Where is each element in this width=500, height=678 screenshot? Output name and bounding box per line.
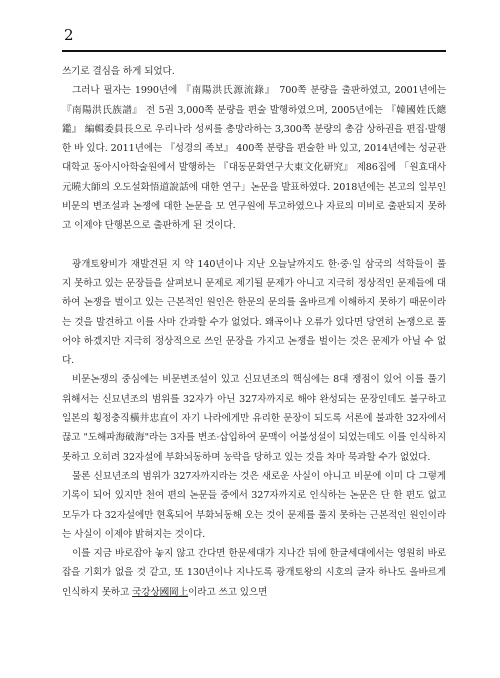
paragraph — [62, 544, 446, 602]
underlined-term: 국강상國岡上 — [132, 586, 189, 598]
body-text — [62, 62, 446, 602]
paragraph: 그러나 필자는 1990년에 『南陽洪氏源流錄』 700쪽 분량을 출판하였고, 2001년에는 『南陽洪氏族譜』 전 5권 3,000쪽 분량을 편술 발행하였으며, 2005년에는 『韓國姓氏總鑑』 編輯委員長으로 우리나라 성씨를 총망라하는 3,300쪽 분량의 총감 상하권을 편집·발행한 바 있다. 2011년에는 『성경의 족보』 400쪽 분량을 편술한 바 있고, 2014년에는 성균관대학교 동아시아학술원에서 발행하는 『대동문화연구大東文化研究』 제86집에 「원효대사元曉大師의 오도설화悟道說話에 대한 연구」논문을 발표하였다. 2018년에는 본고의 일부인 비문의 변조설과 논쟁에 대한 논문을 모 연구원에 투고하였으나 자료의 미비로 출판되지 못하고 이제야 단행본으로 출판하게 된 것이다. — [62, 85, 446, 232]
paragraph: 쓰기로 결심을 하게 되었다. — [62, 66, 175, 77]
header-rule — [62, 50, 446, 52]
paragraph: 광개토왕비가 재발견된 지 약 140년이나 지난 오늘날까지도 한·중·일 삼국의 석학들이 풀지 못하고 있는 문장들을 살펴보니 문제로 제기될 문제가 아니고 지극히 정상적인 문제들에 대하여 논쟁을 벌이고 있는 근본적인 원인은 한문의 문의를 올바르게 이해하지 못하기 때문이라는 것을 발견하고 이를 사마 간과할 수가 없었다. 왜곡이나 오류가 있다면 당연히 논쟁으로 풀어야 하겠지만 지극히 정상적으로 쓰인 문장을 가지고 논쟁을 벌이는 것은 문제가 아닐 수 없다. — [62, 258, 446, 367]
paragraph-text: 이라고 쓰고 있으면 — [188, 586, 268, 598]
page-number: 2 — [64, 26, 74, 44]
paragraph: 물론 신묘년조의 범위가 327자까지라는 것은 새로운 사실이 아니고 비문에 이미 다 그렇게 기록이 되어 있지만 천여 편의 논문들 중에서 327자까지로 인식하는 논문은 단 한 편도 없고 모두가 다 32자설에만 현혹되어 부화뇌동해 오는 것이 문제를 풀지 못하는 근본적인 원인이라는 사실이 이제야 밝혀지는 것이다. — [62, 470, 446, 540]
paragraph: 비문논쟁의 중심에는 비문변조설이 있고 신묘년조의 핵심에는 8대 쟁점이 있어 이를 풀기 위해서는 신묘년조의 범위를 32자가 아닌 327자까지로 해야 완성되는 문장인데도 불구하고 일본의 횡정충직橫井忠直이 자기 나라에게만 유리한 문장이 되도록 서론에 불과한 32자에서 끊고 "도해파海破海"라는 3자를 변조·삽입하여 문맥이 어불성설이 되었는데도 이를 인식하지 못하고 오히려 32자설에 부화뇌동하며 농락을 당하고 있는 것을 차마 묵과할 수가 없었다. — [62, 374, 446, 463]
paragraph-text: 이를 지금 바로잡아 놓지 않고 간다면 한문세대가 지나간 뒤에 한글세대에서는 영원히 바로잡을 기회가 없을 것 같고, 또 130년이나 지나도록 광개토왕의 시호의 글자 하나도 올바르게 인식하지 못하고 — [62, 548, 446, 598]
